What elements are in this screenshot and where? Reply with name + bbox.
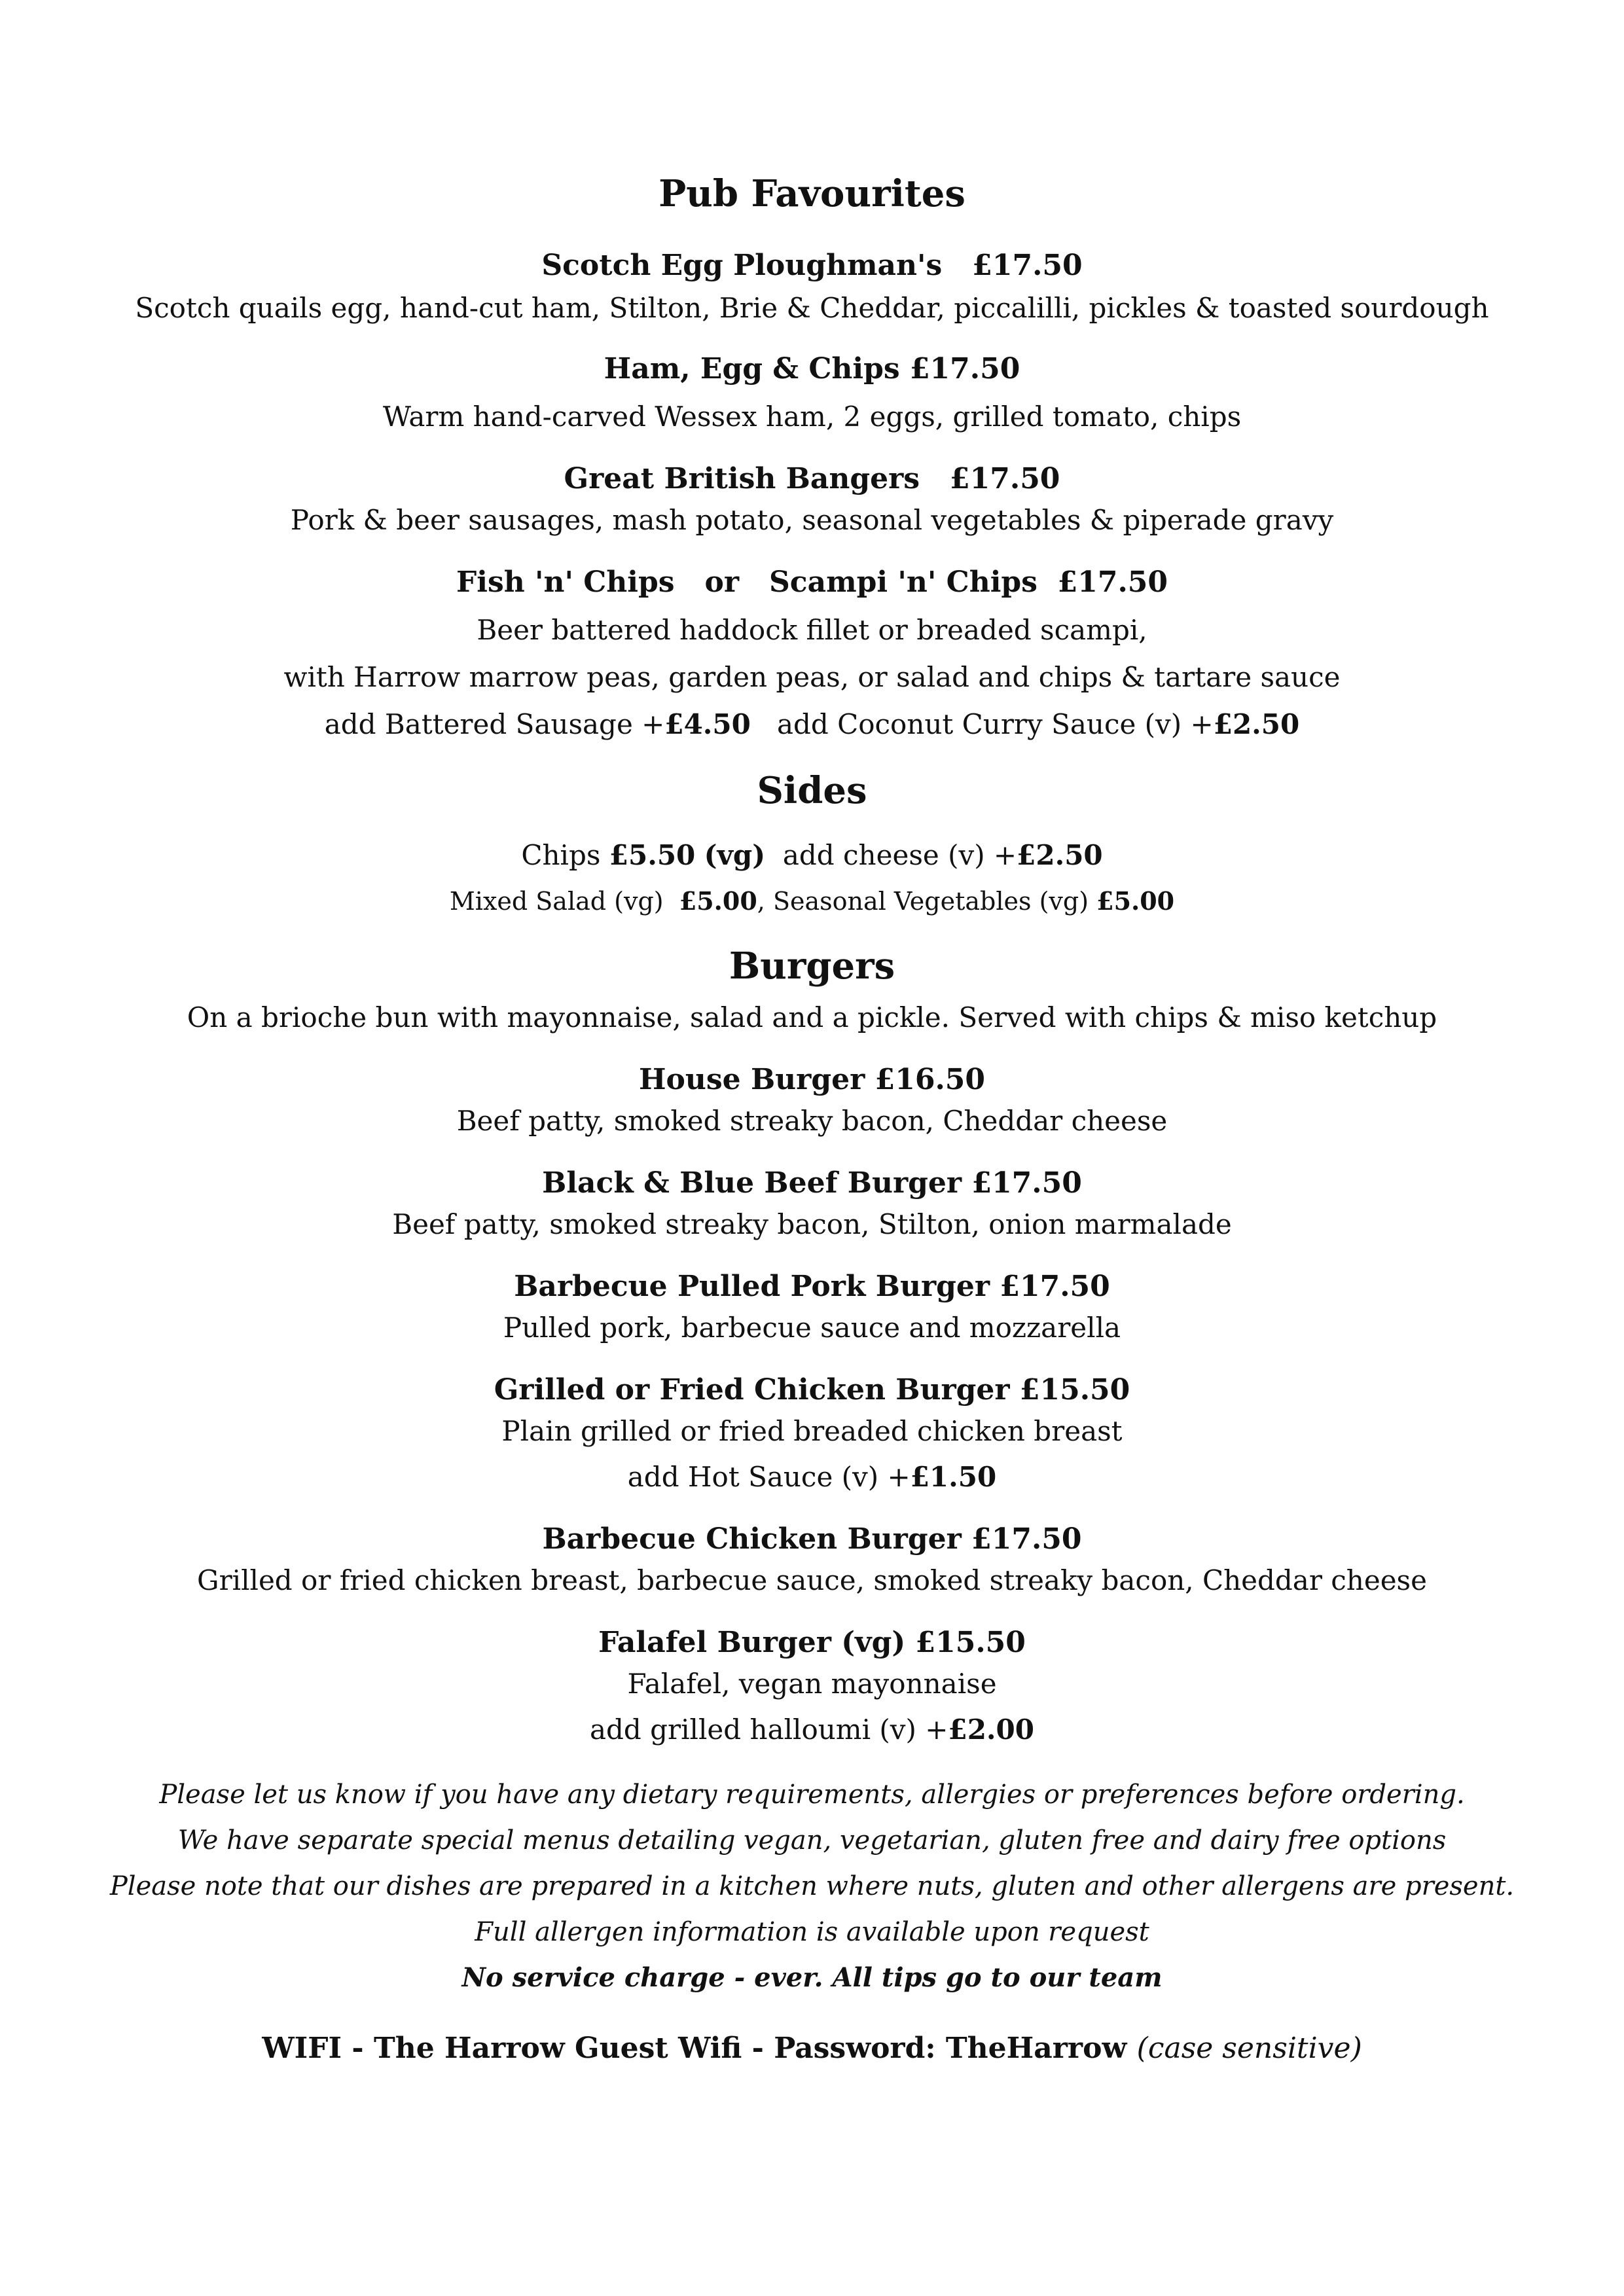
item-description: Scotch quails egg, hand-cut ham, Stilton, Brie & Cheddar, piccalilli, pickles & toasted sourdough: [135, 292, 1489, 324]
item-description: Plain grilled or fried breaded chicken breast: [501, 1415, 1123, 1447]
item-description: Pulled pork, barbecue sauce and mozzarella: [503, 1312, 1121, 1344]
item-description: Warm hand-carved Wessex ham, 2 eggs, grilled tomato, chips: [382, 401, 1242, 433]
item-description: Falafel, vegan mayonnaise: [627, 1668, 997, 1700]
section-title-burgers: Burgers: [729, 944, 895, 988]
item-addons: add Battered Sausage +£4.50 add Coconut Curry Sauce (v) +£2.50: [324, 708, 1300, 740]
wifi-info: WIFI - The Harrow Guest Wifi - Password: TheHarrow (case sensitive): [262, 2032, 1362, 2065]
sides-line: Chips £5.50 (vg) add cheese (v) +£2.50: [521, 839, 1103, 871]
dietary-note: We have separate special menus detailing vegan, vegetarian, gluten free and dairy free options: [177, 1825, 1447, 1856]
item-description: Beef patty, smoked streaky bacon, Stilton, onion marmalade: [392, 1208, 1232, 1240]
allergen-note: Please note that our dishes are prepared in a kitchen where nuts, gluten and other allergens are present.: [109, 1871, 1515, 1901]
dietary-note: Please let us know if you have any dietary requirements, allergies or preferences before ordering.: [159, 1780, 1465, 1810]
item-name: Barbecue Pulled Pork Burger £17.50: [514, 1270, 1110, 1303]
service-charge-note: No service charge - ever. All tips go to our team: [461, 1962, 1163, 1993]
burgers-intro: On a brioche bun with mayonnaise, salad and a pickle. Served with chips & miso ketchup: [187, 1001, 1437, 1033]
item-addon: add grilled halloumi (v) +£2.00: [590, 1713, 1034, 1746]
item-name: Ham, Egg & Chips £17.50: [604, 352, 1020, 386]
item-description: Beef patty, smoked streaky bacon, Cheddar cheese: [456, 1105, 1168, 1137]
item-name-fish-scampi: Fish 'n' Chips or Scampi 'n' Chips £17.50: [456, 565, 1168, 599]
item-description: Beer battered haddock fillet or breaded scampi,: [477, 614, 1147, 646]
item-name: Falafel Burger (vg) £15.50: [598, 1626, 1026, 1659]
item-name: House Burger £16.50: [638, 1063, 986, 1096]
item-name: Barbecue Chicken Burger £17.50: [542, 1522, 1082, 1556]
item-description: Grilled or fried chicken breast, barbecue sauce, smoked streaky bacon, Cheddar cheese: [197, 1564, 1427, 1596]
item-description: Pork & beer sausages, mash potato, seasonal vegetables & piperade gravy: [290, 504, 1334, 536]
allergen-note: Full allergen information is available upon request: [475, 1917, 1149, 1947]
section-title-pub-favourites: Pub Favourites: [659, 172, 965, 215]
section-title-sides: Sides: [757, 769, 867, 812]
item-name: Scotch Egg Ploughman's £17.50: [541, 249, 1083, 282]
item-addon: add Hot Sauce (v) +£1.50: [627, 1461, 997, 1493]
item-name: Great British Bangers £17.50: [564, 462, 1060, 495]
sides-line: Mixed Salad (vg) £5.00, Seasonal Vegetables (vg) £5.00: [449, 886, 1175, 916]
item-description: with Harrow marrow peas, garden peas, or salad and chips & tartare sauce: [283, 661, 1341, 693]
item-name: Grilled or Fried Chicken Burger £15.50: [494, 1373, 1130, 1407]
item-name: Black & Blue Beef Burger £17.50: [542, 1166, 1082, 1200]
